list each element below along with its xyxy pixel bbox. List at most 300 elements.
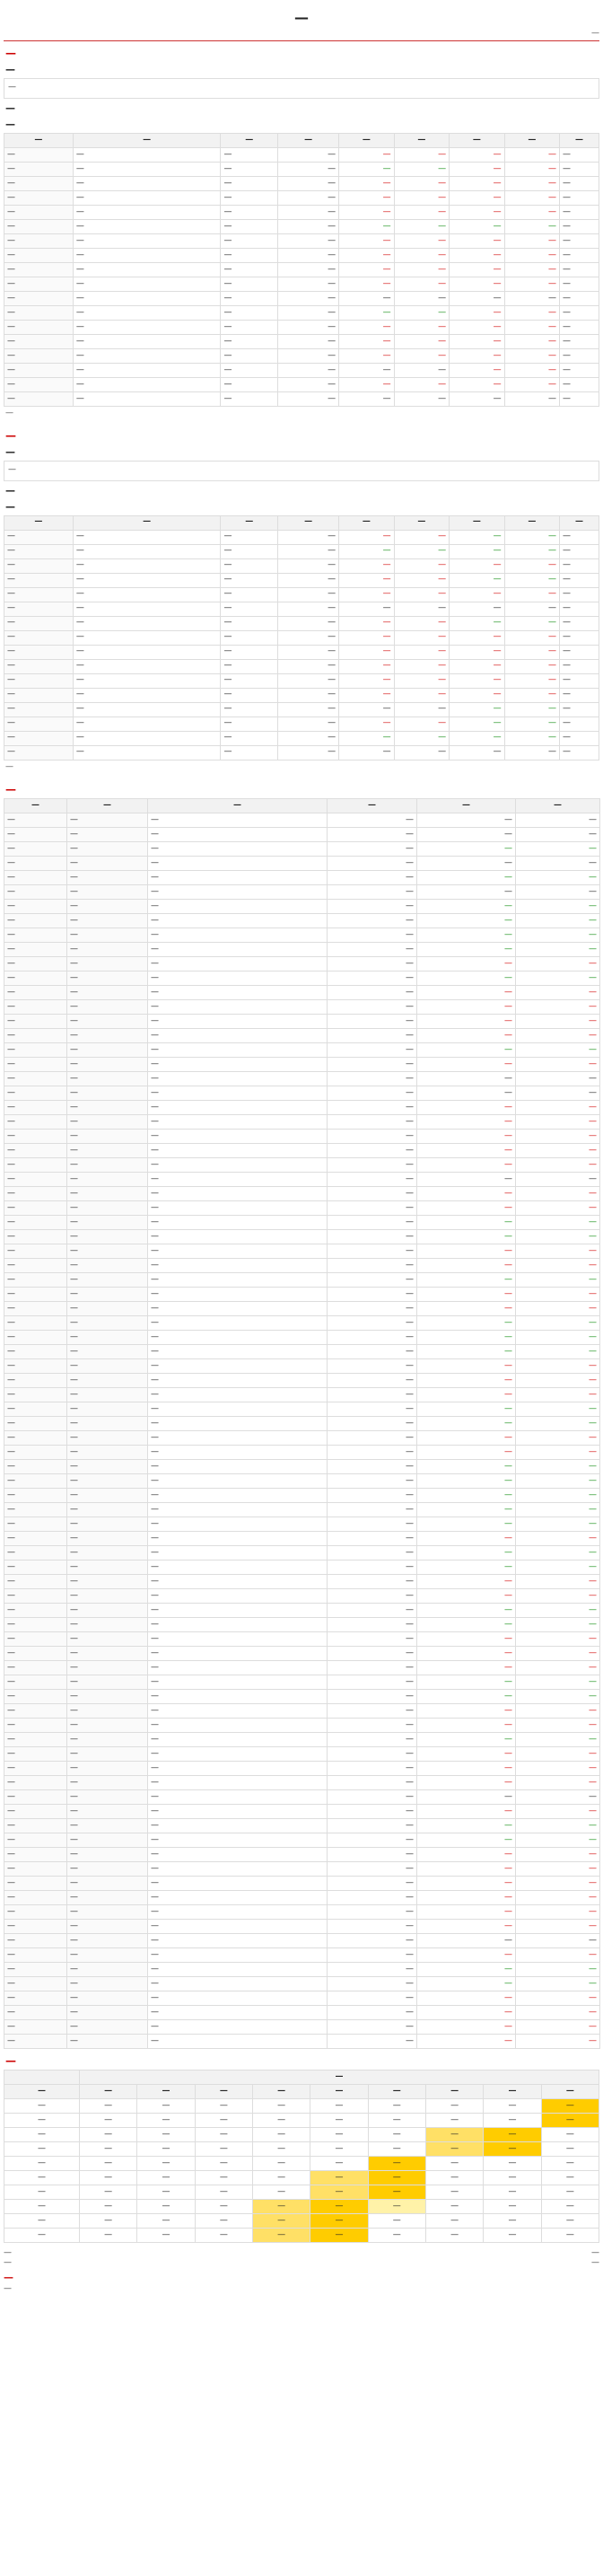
row-category: —	[4, 602, 74, 616]
row-change-week: —	[516, 1775, 600, 1789]
row-group: —	[4, 1818, 67, 1833]
fed-prob-cell: —	[195, 2213, 252, 2228]
row-subgroup: —	[67, 1258, 148, 1272]
row-indicator: —	[148, 1129, 328, 1143]
row-extra: —	[560, 530, 599, 544]
row-group: —	[4, 1042, 67, 1057]
table-row	[4, 1804, 600, 1818]
row-change: —	[417, 1976, 516, 1991]
table-row	[4, 1919, 600, 1933]
row-indicator: —	[148, 1746, 328, 1761]
row-indicator: —	[148, 1933, 328, 1947]
col-header: —	[4, 515, 74, 530]
row-extra: —	[560, 659, 599, 673]
row-subgroup: —	[67, 813, 148, 827]
fed-prob-cell: —	[252, 2141, 310, 2156]
row-latest: —	[278, 219, 339, 233]
row-change: —	[417, 1373, 516, 1387]
row-indicator: —	[148, 1675, 328, 1689]
row-latest: —	[328, 1703, 417, 1718]
row-indicator: —	[148, 1315, 328, 1330]
table-row	[4, 1847, 600, 1861]
row-indicator: —	[148, 1402, 328, 1416]
row-group: —	[4, 813, 67, 827]
fed-date: —	[4, 2127, 80, 2141]
row-unit: —	[221, 544, 278, 558]
table-row	[4, 1617, 600, 1631]
fed-date: —	[4, 2185, 80, 2199]
row-change: —	[417, 813, 516, 827]
row-unit: —	[221, 233, 278, 248]
row-pct-prev: —	[394, 176, 449, 190]
row-change: —	[417, 1761, 516, 1775]
row-category: —	[4, 377, 74, 391]
fed-date: —	[4, 2228, 80, 2242]
row-latest: —	[328, 971, 417, 985]
row-subgroup: —	[67, 1028, 148, 1042]
row-change-week: —	[516, 1445, 600, 1459]
gold-directive: —	[5, 102, 15, 115]
row-indicator: —	[73, 233, 221, 248]
fed-prob-cell: —	[195, 2199, 252, 2213]
row-latest: —	[278, 673, 339, 688]
row-subgroup: —	[67, 1904, 148, 1919]
row-latest: —	[278, 147, 339, 162]
row-category: —	[4, 544, 74, 558]
row-category: —	[4, 277, 74, 291]
row-group: —	[4, 1991, 67, 2005]
table-row	[4, 1718, 600, 1732]
row-subgroup: —	[67, 1315, 148, 1330]
table-row	[4, 1488, 600, 1502]
row-indicator: —	[148, 2005, 328, 2019]
table-row	[4, 1129, 600, 1143]
row-group: —	[4, 971, 67, 985]
row-extra: —	[560, 291, 599, 305]
row-change-week: —	[450, 602, 504, 616]
gold-table	[4, 133, 599, 407]
row-change-week: —	[516, 1545, 600, 1560]
row-change-week: —	[450, 717, 504, 731]
row-indicator: —	[148, 1258, 328, 1272]
row-group: —	[4, 1746, 67, 1761]
table-row	[4, 899, 600, 913]
col-header: —	[425, 2084, 483, 2098]
row-group: —	[4, 1574, 67, 1588]
row-pct-prev: —	[394, 190, 449, 205]
row-change: —	[417, 1890, 516, 1904]
fed-prob-cell: —	[137, 2199, 195, 2213]
row-latest: —	[328, 1330, 417, 1344]
row-pct-week: —	[504, 702, 559, 717]
fed-prob-cell: —	[80, 2156, 137, 2170]
row-change: —	[417, 1215, 516, 1229]
row-change: —	[417, 1789, 516, 1804]
row-change-week: —	[450, 731, 504, 745]
table-row	[4, 1574, 600, 1588]
row-group: —	[4, 1244, 67, 1258]
table-row	[4, 1186, 600, 1200]
fed-prob-cell: —	[368, 2098, 425, 2113]
row-group: —	[4, 1718, 67, 1732]
table-row	[4, 1042, 600, 1057]
row-change: —	[417, 1904, 516, 1919]
fed-prob-cell: —	[310, 2199, 368, 2213]
row-pct-week: —	[504, 745, 559, 760]
row-indicator: —	[148, 1215, 328, 1229]
gold-table-header	[4, 133, 599, 147]
row-subgroup: —	[67, 1947, 148, 1962]
row-indicator: —	[148, 942, 328, 956]
row-category: —	[4, 219, 74, 233]
col-header: —	[450, 133, 504, 147]
row-change: —	[417, 2005, 516, 2019]
table-row	[4, 1545, 600, 1560]
row-change-week: —	[516, 1603, 600, 1617]
row-subgroup: —	[67, 841, 148, 856]
row-change: —	[417, 1531, 516, 1545]
row-category: —	[4, 147, 74, 162]
row-indicator: —	[148, 1876, 328, 1890]
table-row	[4, 1746, 600, 1761]
row-subgroup: —	[67, 1962, 148, 1976]
row-latest: —	[328, 827, 417, 841]
row-latest: —	[328, 1402, 417, 1416]
row-latest: —	[328, 1962, 417, 1976]
row-group: —	[4, 856, 67, 870]
row-latest: —	[328, 1358, 417, 1373]
row-category: —	[4, 205, 74, 219]
row-subgroup: —	[67, 1718, 148, 1732]
fed-prob-cell: —	[541, 2199, 599, 2213]
row-latest: —	[328, 1675, 417, 1689]
row-latest: —	[278, 544, 339, 558]
row-pct-week: —	[504, 190, 559, 205]
col-header: —	[80, 2084, 137, 2098]
table-row	[4, 162, 599, 176]
row-change-week: —	[516, 1358, 600, 1373]
fed-prob-cell: —	[137, 2127, 195, 2141]
row-group: —	[4, 1215, 67, 1229]
table-row	[4, 856, 600, 870]
row-latest: —	[328, 1847, 417, 1861]
row-extra: —	[560, 645, 599, 659]
row-latest: —	[328, 1129, 417, 1143]
row-change: —	[417, 1876, 516, 1890]
row-unit: —	[221, 176, 278, 190]
silver-guide-text: —	[8, 464, 16, 474]
row-change: —	[417, 1689, 516, 1703]
table-row	[4, 1114, 600, 1129]
row-subgroup: —	[67, 1071, 148, 1086]
row-indicator: —	[148, 1976, 328, 1991]
table-row	[4, 1588, 600, 1603]
row-indicator: —	[148, 1588, 328, 1603]
row-category: —	[4, 162, 74, 176]
row-change: —	[417, 971, 516, 985]
row-change: —	[417, 1732, 516, 1746]
row-pct-prev: —	[394, 248, 449, 262]
fed-row	[4, 2213, 599, 2228]
fed-prob-cell: —	[425, 2141, 483, 2156]
table-row	[4, 1157, 600, 1172]
table-row	[4, 587, 599, 602]
row-subgroup: —	[67, 1847, 148, 1861]
footer-row-1	[4, 2248, 599, 2258]
row-category: —	[4, 348, 74, 363]
row-indicator: —	[148, 971, 328, 985]
table-row	[4, 673, 599, 688]
row-change-week: —	[516, 1890, 600, 1904]
row-subgroup: —	[67, 1789, 148, 1804]
row-latest: —	[278, 558, 339, 573]
row-extra: —	[560, 573, 599, 587]
row-group: —	[4, 2034, 67, 2048]
row-latest: —	[328, 899, 417, 913]
fed-date: —	[4, 2170, 80, 2185]
fed-prob-cell: —	[252, 2156, 310, 2170]
row-latest: —	[278, 291, 339, 305]
row-change-prev: —	[339, 630, 394, 645]
row-change-prev: —	[339, 544, 394, 558]
row-indicator: —	[148, 884, 328, 899]
row-latest: —	[328, 1560, 417, 1574]
row-change-week: —	[516, 1991, 600, 2005]
silver-table-title: —	[5, 500, 15, 513]
row-group: —	[4, 1301, 67, 1315]
row-change-week: —	[450, 190, 504, 205]
row-change-week: —	[516, 1689, 600, 1703]
table-row	[4, 999, 600, 1014]
row-indicator: —	[148, 1732, 328, 1746]
row-change: —	[417, 1746, 516, 1761]
table-row	[4, 1761, 600, 1775]
fed-header-span: —	[80, 2070, 599, 2084]
fed-row	[4, 2113, 599, 2127]
row-change-week: —	[516, 1042, 600, 1057]
row-latest: —	[278, 717, 339, 731]
row-indicator: —	[148, 1086, 328, 1100]
row-latest: —	[328, 1100, 417, 1114]
disclaimer-text: —	[4, 2284, 12, 2293]
email[interactable]: —	[591, 2258, 599, 2267]
row-change: —	[417, 1617, 516, 1631]
row-change-prev: —	[339, 645, 394, 659]
row-change-week: —	[516, 1818, 600, 1833]
row-pct-week: —	[504, 616, 559, 630]
fed-prob-cell: —	[484, 2141, 541, 2156]
table-row	[4, 530, 599, 544]
row-pct-week: —	[504, 731, 559, 745]
row-unit: —	[221, 205, 278, 219]
fed-prob-cell: —	[80, 2185, 137, 2199]
table-row	[4, 1200, 600, 1215]
row-change-week: —	[516, 1876, 600, 1890]
fed-prob-cell: —	[252, 2213, 310, 2228]
col-header: —	[73, 515, 221, 530]
row-pct-week: —	[504, 233, 559, 248]
row-indicator: —	[73, 544, 221, 558]
row-category: —	[4, 731, 74, 745]
row-indicator: —	[73, 616, 221, 630]
fed-prob-cell: —	[195, 2098, 252, 2113]
row-pct-prev: —	[394, 334, 449, 348]
row-indicator: —	[148, 1847, 328, 1861]
row-change-week: —	[516, 1531, 600, 1545]
row-change: —	[417, 1186, 516, 1200]
row-subgroup: —	[67, 999, 148, 1014]
fed-prob-cell: —	[368, 2113, 425, 2127]
table-row	[4, 971, 600, 985]
row-subgroup: —	[67, 1402, 148, 1416]
col-header: —	[221, 515, 278, 530]
row-subgroup: —	[67, 1057, 148, 1071]
row-change: —	[417, 1028, 516, 1042]
row-indicator: —	[73, 147, 221, 162]
table-row	[4, 1244, 600, 1258]
fed-prob-cell: —	[484, 2156, 541, 2170]
fed-prob-cell: —	[484, 2113, 541, 2127]
row-subgroup: —	[67, 1042, 148, 1057]
row-subgroup: —	[67, 1732, 148, 1746]
col-header: —	[504, 515, 559, 530]
row-latest: —	[328, 913, 417, 928]
table-row	[4, 1172, 600, 1186]
table-row	[4, 1272, 600, 1287]
row-unit: —	[221, 147, 278, 162]
row-subgroup: —	[67, 1631, 148, 1646]
table-row	[4, 305, 599, 320]
col-header: —	[484, 2084, 541, 2098]
row-change-week: —	[516, 1947, 600, 1962]
row-subgroup: —	[67, 1675, 148, 1689]
row-latest: —	[328, 1200, 417, 1215]
row-latest: —	[328, 1373, 417, 1387]
row-pct-week: —	[504, 305, 559, 320]
fed-prob-cell: —	[368, 2185, 425, 2199]
col-header: —	[328, 798, 417, 813]
row-group: —	[4, 1890, 67, 1904]
row-indicator: —	[73, 702, 221, 717]
table-row	[4, 1675, 600, 1689]
fed-prob-cell: —	[541, 2127, 599, 2141]
table-row	[4, 1344, 600, 1358]
row-subgroup: —	[67, 1861, 148, 1876]
row-change-prev: —	[339, 320, 394, 334]
row-unit: —	[221, 717, 278, 731]
table-row	[4, 1560, 600, 1574]
fed-prob-cell: —	[484, 2213, 541, 2228]
row-indicator: —	[73, 205, 221, 219]
table-row	[4, 1330, 600, 1344]
table-row	[4, 1646, 600, 1660]
table-row	[4, 1502, 600, 1517]
row-subgroup: —	[67, 1014, 148, 1028]
row-subgroup: —	[67, 1287, 148, 1301]
table-row	[4, 1861, 600, 1876]
row-subgroup: —	[67, 971, 148, 985]
fed-prob-cell: —	[484, 2098, 541, 2113]
row-latest: —	[278, 587, 339, 602]
row-change-week: —	[450, 176, 504, 190]
row-indicator: —	[148, 1833, 328, 1847]
table-row	[4, 348, 599, 363]
row-change-week: —	[516, 813, 600, 827]
row-extra: —	[560, 334, 599, 348]
row-change-week: —	[516, 1100, 600, 1114]
qualification: —	[591, 2247, 599, 2257]
row-pct-prev: —	[394, 558, 449, 573]
row-unit: —	[221, 602, 278, 616]
silver-directive: —	[5, 485, 15, 497]
row-latest: —	[328, 1833, 417, 1847]
row-change-week: —	[516, 1919, 600, 1933]
row-change: —	[417, 1646, 516, 1660]
row-latest: —	[328, 884, 417, 899]
row-latest: —	[328, 1301, 417, 1315]
row-group: —	[4, 1617, 67, 1631]
row-latest: —	[328, 1603, 417, 1617]
row-indicator: —	[148, 1904, 328, 1919]
row-indicator: —	[148, 1416, 328, 1430]
row-change-week: —	[450, 248, 504, 262]
row-unit: —	[221, 248, 278, 262]
row-subgroup: —	[67, 1473, 148, 1488]
row-category: —	[4, 630, 74, 645]
fed-prob-cell: —	[310, 2141, 368, 2156]
row-change-prev: —	[339, 659, 394, 673]
row-indicator: —	[73, 688, 221, 702]
row-change: —	[417, 1703, 516, 1718]
row-unit: —	[221, 348, 278, 363]
row-pct-week: —	[504, 573, 559, 587]
row-subgroup: —	[67, 1358, 148, 1373]
row-latest: —	[278, 731, 339, 745]
row-change-week: —	[450, 363, 504, 377]
row-change: —	[417, 1387, 516, 1402]
table-row	[4, 573, 599, 587]
row-change-week: —	[516, 2019, 600, 2034]
row-change: —	[417, 1445, 516, 1459]
row-group: —	[4, 1976, 67, 1991]
row-change-week: —	[516, 1315, 600, 1330]
silver-section-title: —	[5, 429, 16, 442]
row-pct-week: —	[504, 363, 559, 377]
row-pct-prev: —	[394, 147, 449, 162]
row-group: —	[4, 1387, 67, 1402]
row-pct-week: —	[504, 544, 559, 558]
row-group: —	[4, 1703, 67, 1718]
row-change: —	[417, 884, 516, 899]
row-change: —	[417, 1301, 516, 1315]
row-subgroup: —	[67, 1804, 148, 1818]
table-row	[4, 190, 599, 205]
row-change-week: —	[516, 1057, 600, 1071]
row-subgroup: —	[67, 1172, 148, 1186]
table-row	[4, 1904, 600, 1919]
fed-prob-cell: —	[195, 2228, 252, 2242]
row-subgroup: —	[67, 1330, 148, 1344]
row-change: —	[417, 1560, 516, 1574]
row-group: —	[4, 1071, 67, 1086]
row-change: —	[417, 1775, 516, 1789]
fed-prob-cell: —	[310, 2113, 368, 2127]
row-change: —	[417, 1315, 516, 1330]
row-change-week: —	[516, 1459, 600, 1473]
row-indicator: —	[73, 731, 221, 745]
row-change-week: —	[450, 659, 504, 673]
col-header: —	[67, 798, 148, 813]
